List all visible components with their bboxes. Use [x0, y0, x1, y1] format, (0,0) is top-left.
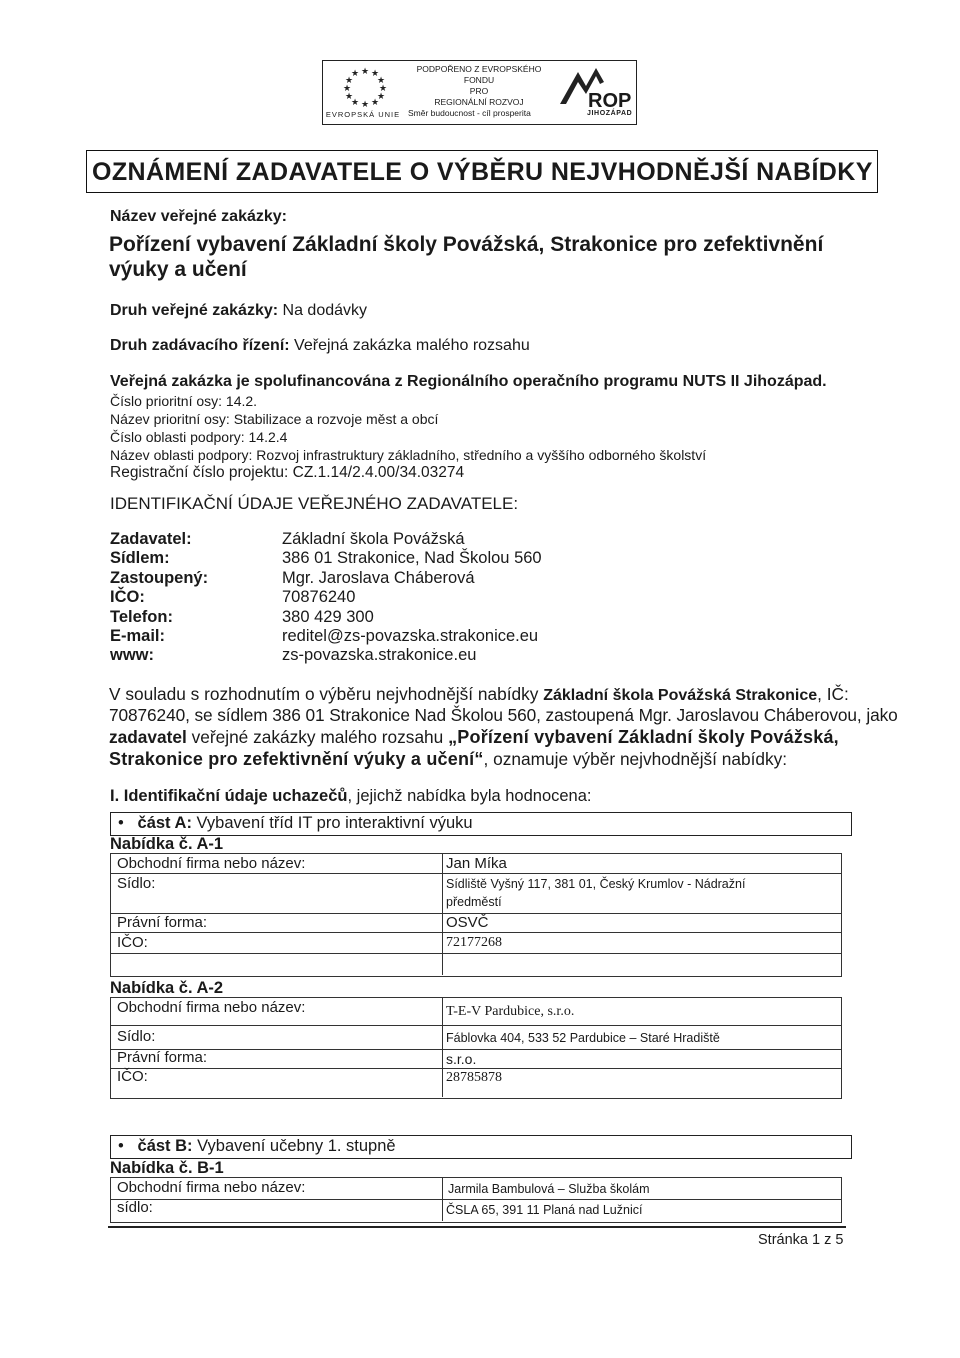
legal-form-value: s.r.o. [446, 1051, 477, 1067]
part-b-label: část B: [137, 1137, 193, 1155]
decision-school-name: Základní škola Povážská Strakonice [543, 687, 818, 704]
decision-line-2: 70876240, se sídlem 386 01 Strakonice Nad Školou 560, zastoupená Mgr. Jaroslavou Cháberovou, jako [109, 705, 898, 725]
support-area-name: Název oblasti podpory: Rozvoj infrastruktury základního, středního a vyššího odborného školství [110, 447, 707, 463]
svg-text:★: ★ [370, 98, 380, 108]
seat-value-continued: předměstí [446, 895, 502, 909]
ident-label: Telefon: [110, 607, 173, 626]
legal-form-label: Právní forma: [117, 1049, 208, 1066]
priority-axis-name: Název prioritní osy: Stabilizace a rozvoje měst a obcí [110, 411, 439, 427]
bullet-icon: • [118, 814, 138, 832]
table-divider [442, 997, 443, 1097]
table-divider [110, 1199, 841, 1200]
part-a-title [118, 814, 473, 833]
table-divider [110, 953, 841, 954]
ident-value: 70876240 [282, 588, 356, 607]
procedure-type-label: Druh zadávacího řízení: [110, 337, 290, 354]
seat-value: Sídliště Vyšný 117, 381 01, Český Krumlov - Nádražní [446, 877, 746, 891]
svg-text:★: ★ [350, 98, 360, 108]
section-1-heading [110, 787, 592, 806]
ico-value: 72177268 [446, 935, 502, 950]
table-divider [110, 1049, 841, 1050]
svg-text:★: ★ [344, 92, 354, 102]
offer-title: Nabídka č. A-2 [110, 979, 224, 997]
legal-form-label: Právní forma: [117, 914, 208, 931]
procedure-type [110, 337, 530, 355]
page-number: Stránka 1 z 5 [758, 1232, 844, 1248]
project-registration-number: Registrační číslo projektu: CZ.1.14/2.4.00/34.03274 [110, 464, 465, 481]
svg-text:★: ★ [376, 92, 386, 102]
ident-label: E-mail: [110, 627, 166, 646]
ident-values [282, 530, 542, 666]
decision-contract-name: Strakonice pro zefektivnění výuky a učení“ [109, 749, 484, 769]
cofinancing-statement: Veřejná zakázka je spolufinancována z Regionálního operačního programu NUTS II Jihozápad. [110, 373, 827, 390]
contract-name-line-2: výuky a učení [109, 258, 247, 281]
rop-logo-text: ROP [588, 90, 632, 112]
priority-axis-number: Číslo prioritní osy: 14.2. [110, 393, 258, 409]
contract-name-label: Název veřejné zakázky: [110, 208, 287, 225]
ident-labels [110, 530, 208, 666]
table-divider [110, 873, 841, 874]
ident-label: Zadavatel: [110, 530, 192, 548]
ident-value: zs-povazska.strakonice.eu [282, 646, 477, 665]
contract-type-label: Druh veřejné zakázky: [110, 302, 279, 319]
section-1-heading-rest: , jejichž nabídka byla hodnocena: [347, 787, 592, 805]
part-b-name: Vybavení učebny 1. stupně [192, 1137, 396, 1155]
ident-label: IČO: [110, 588, 145, 607]
seat-label: sídlo: [117, 1199, 153, 1216]
bullet-icon: • [118, 1137, 138, 1155]
svg-text:★: ★ [350, 69, 360, 79]
ident-value: Mgr. Jaroslava Cháberová [282, 568, 475, 587]
svg-text:★: ★ [378, 84, 388, 94]
svg-text:★: ★ [370, 69, 380, 79]
ident-label: Sídlem: [110, 549, 170, 568]
firm-label: Obchodní firma nebo název: [117, 855, 306, 872]
eu-stars-icon [330, 64, 400, 108]
footer-rule [108, 1226, 846, 1228]
svg-text:★: ★ [342, 84, 352, 94]
contract-type [110, 302, 367, 320]
decision-text: veřejné zakázky malého rozsahu [186, 727, 449, 747]
decision-text: , oznamuje výběr nejvhodnější nabídky: [483, 749, 788, 769]
contract-name-line-1: Pořízení vybavení Základní školy Povážská, Strakonice pro zefektivnění [109, 233, 824, 256]
part-b-title [118, 1137, 396, 1156]
ident-value: 380 429 300 [282, 607, 374, 626]
eu-label: EVROPSKÁ UNIE [325, 110, 401, 119]
support-area-number: Číslo oblasti podpory: 14.2.4 [110, 429, 288, 445]
ident-value: reditel@zs-povazska.strakonice.eu [282, 627, 539, 646]
firm-label: Obchodní firma nebo název: [117, 1179, 306, 1196]
legal-form-value: OSVČ [446, 914, 489, 931]
seat-value: ČSLA 65, 391 11 Planá nad Lužnicí [446, 1203, 643, 1217]
ico-label: IČO: [117, 1068, 148, 1085]
ident-value: Základní škola Povážská [282, 530, 465, 548]
decision-contract-name: „Pořízení vybavení Základní školy Povážská, [448, 727, 839, 747]
ident-label: Zastoupený: [110, 568, 209, 587]
fund-line-2: PRO [469, 86, 489, 96]
part-a-label: část A: [137, 814, 192, 832]
ident-value: 386 01 Strakonice, Nad Školou 560 [282, 549, 542, 568]
svg-text:★: ★ [360, 67, 370, 77]
fund-line-3: REGIONÁLNÍ ROZVOJ [434, 97, 524, 107]
procedure-type-value: Veřejná zakázka malého rozsahu [294, 337, 530, 354]
decision-line-4 [109, 749, 787, 770]
svg-text:★: ★ [376, 76, 386, 86]
contract-type-value: Na dodávky [282, 302, 368, 319]
table-divider [110, 1025, 841, 1026]
seat-label: Sídlo: [117, 875, 156, 892]
firm-value: T-E-V Pardubice, s.r.o. [446, 1004, 575, 1019]
table-divider [110, 932, 841, 933]
firm-label: Obchodní firma nebo název: [117, 999, 306, 1016]
decision-text: V souladu s rozhodnutím o výběru nejvhodnější nabídky [109, 684, 544, 704]
decision-text: zadavatel [109, 727, 187, 747]
svg-text:★: ★ [344, 76, 354, 86]
fund-slogan: Směr budoucnost - cíl prosperita [408, 108, 531, 118]
ico-value: 28785878 [446, 1070, 502, 1085]
offer-title: Nabídka č. B-1 [110, 1159, 224, 1177]
document-title: OZNÁMENÍ ZADAVATELE O VÝBĚRU NEJVHODNĚJŠÍ NABÍDKY [92, 158, 873, 186]
firm-value: Jan Míka [446, 855, 507, 872]
table-divider [110, 1068, 841, 1069]
seat-value: Fáblovka 404, 533 52 Pardubice – Staré Hradiště [446, 1031, 720, 1045]
rop-logo-subtitle: JIHOZÁPAD [587, 110, 633, 117]
svg-text:★: ★ [360, 100, 370, 108]
seat-label: Sídlo: [117, 1028, 156, 1045]
ico-label: IČO: [117, 934, 148, 951]
firm-value: Jarmila Bambulová – Služba školám [448, 1182, 650, 1196]
section-1-heading-bold: I. Identifikační údaje uchazečů [110, 787, 348, 805]
fund-line-1: PODPOŘENO Z EVROPSKÉHO FONDU [416, 64, 542, 85]
ident-label: www: [110, 646, 154, 665]
offer-title: Nabídka č. A-1 [110, 835, 224, 853]
part-a-name: Vybavení tříd IT pro interaktivní výuku [191, 814, 473, 832]
decision-line-3 [109, 727, 839, 748]
decision-text: , IČ: [817, 684, 849, 704]
ident-heading: IDENTIFIKAČNÍ ÚDAJE VEŘEJNÉHO ZADAVATELE: [110, 494, 519, 513]
table-divider [442, 853, 443, 975]
fund-text [404, 64, 554, 108]
decision-line-1 [109, 684, 849, 705]
